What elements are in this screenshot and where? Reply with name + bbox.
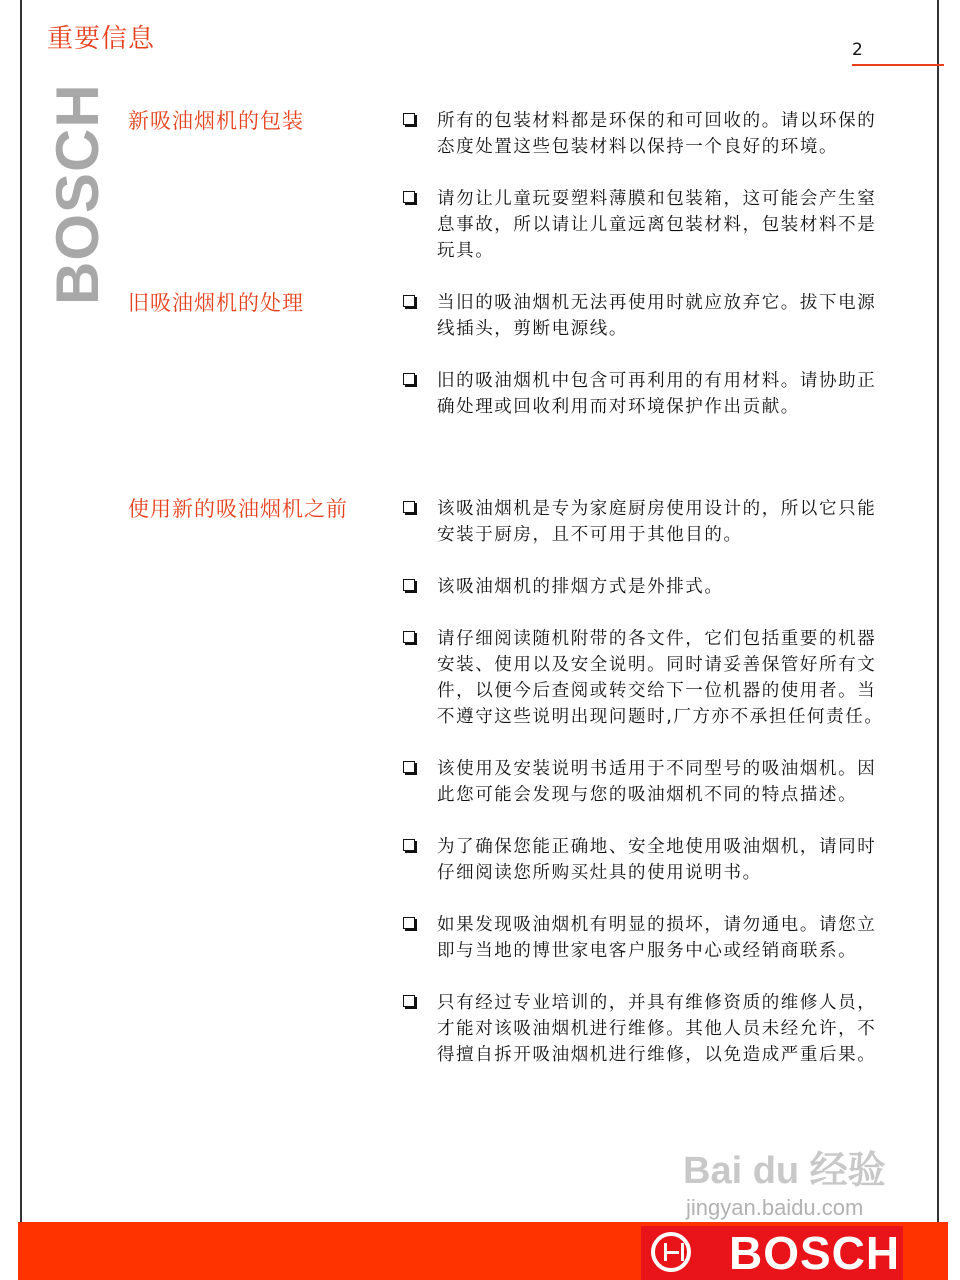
item-text-line: 态度处置这些包装材料以保持一个良好的环境。	[437, 137, 839, 157]
item-text-line: 安装于厨房，且不可用于其他目的。	[437, 525, 743, 545]
page-border-left	[20, 0, 22, 1222]
page-title: 重要信息	[47, 24, 156, 54]
item-text-line: 该吸油烟机的排烟方式是外排式。	[437, 577, 724, 597]
section-heading: 使用新的吸油烟机之前	[128, 497, 348, 521]
item-text-line: 玩具。	[437, 241, 495, 261]
item-text-line: 该使用及安装说明书适用于不同型号的吸油烟机。因	[437, 759, 877, 779]
checkbox-bullet-icon	[403, 917, 415, 929]
bullet-list	[401, 108, 901, 290]
checkbox-bullet-icon	[403, 631, 415, 643]
side-brand: BOSCH	[44, 83, 111, 305]
item-text-line: 如果发现吸油烟机有明显的损坏，请勿通电。请您立	[437, 915, 877, 935]
bullet-list	[401, 290, 901, 446]
watermark-url: jingyan.baidu.com	[686, 1195, 864, 1220]
section-heading: 新吸油烟机的包装	[128, 109, 304, 133]
list-item	[401, 290, 901, 342]
item-text-line: 请仔细阅读随机附带的各文件，它们包括重要的机器	[437, 629, 877, 649]
list-item	[401, 912, 901, 964]
list-item	[401, 496, 901, 548]
checkbox-bullet-icon	[403, 113, 415, 125]
item-text-line: 息事故，所以请让儿童远离包装材料，包装材料不是	[437, 215, 877, 235]
item-text-line: 所有的包装材料都是环保的和可回收的。请以环保的	[437, 111, 877, 131]
checkbox-bullet-icon	[403, 295, 415, 307]
item-text-line: 线插头，剪断电源线。	[437, 319, 628, 339]
page-border-right	[937, 0, 939, 1222]
checkbox-bullet-icon	[403, 579, 415, 591]
bosch-logo	[641, 1226, 903, 1280]
list-item	[401, 108, 901, 160]
page-number: 2	[852, 40, 863, 60]
section-heading: 旧吸油烟机的处理	[128, 291, 304, 315]
item-text-line: 确处理或回收利用而对环境保护作出贡献。	[437, 397, 800, 417]
item-text-line: 件，以便今后查阅或转交给下一位机器的使用者。当	[437, 681, 877, 701]
item-text-line: 此您可能会发现与您的吸油烟机不同的特点描述。	[437, 785, 858, 805]
item-text-line: 为了确保您能正确地、安全地使用吸油烟机，请同时	[437, 837, 877, 857]
checkbox-bullet-icon	[403, 761, 415, 773]
checkbox-bullet-icon	[403, 191, 415, 203]
item-text-line: 即与当地的博世家电客户服务中心或经销商联系。	[437, 941, 858, 961]
list-item	[401, 756, 901, 808]
checkbox-bullet-icon	[403, 839, 415, 851]
item-text-line: 得擅自拆开吸油烟机进行维修，以免造成严重后果。	[437, 1045, 877, 1065]
item-text-line: 该吸油烟机是专为家庭厨房使用设计的，所以它只能	[437, 499, 877, 519]
item-text-line: 仔细阅读您所购买灶具的使用说明书。	[437, 863, 762, 883]
list-item	[401, 574, 901, 600]
item-text-line: 当旧的吸油烟机无法再使用时就应放弃它。拔下电源	[437, 293, 877, 313]
item-text-line: 请勿让儿童玩耍塑料薄膜和包装箱，这可能会产生窒	[437, 189, 877, 209]
item-text-line: 不遵守这些说明出现问题时,厂方亦不承担任何责任。	[437, 707, 884, 727]
checkbox-bullet-icon	[403, 373, 415, 385]
item-text-line: 旧的吸油烟机中包含可再利用的有用材料。请协助正	[437, 371, 877, 391]
list-item	[401, 186, 901, 264]
checkbox-bullet-icon	[403, 501, 415, 513]
item-text-line: 只有经过专业培训的，并具有维修资质的维修人员，	[437, 993, 877, 1013]
list-item	[401, 990, 901, 1068]
item-text-line: 安装、使用以及安全说明。同时请妥善保管好所有文	[437, 655, 877, 675]
page-number-rule	[852, 64, 944, 66]
logo-text: BOSCH	[729, 1227, 901, 1279]
watermark-brand: Bai du 经验	[683, 1150, 886, 1192]
list-item	[401, 368, 901, 420]
list-item	[401, 626, 901, 730]
list-item	[401, 834, 901, 886]
checkbox-bullet-icon	[403, 995, 415, 1007]
item-text-line: 才能对该吸油烟机进行维修。其他人员未经允许，不	[437, 1019, 877, 1039]
bullet-list	[401, 496, 901, 1094]
bosch-armature-icon	[651, 1232, 691, 1272]
